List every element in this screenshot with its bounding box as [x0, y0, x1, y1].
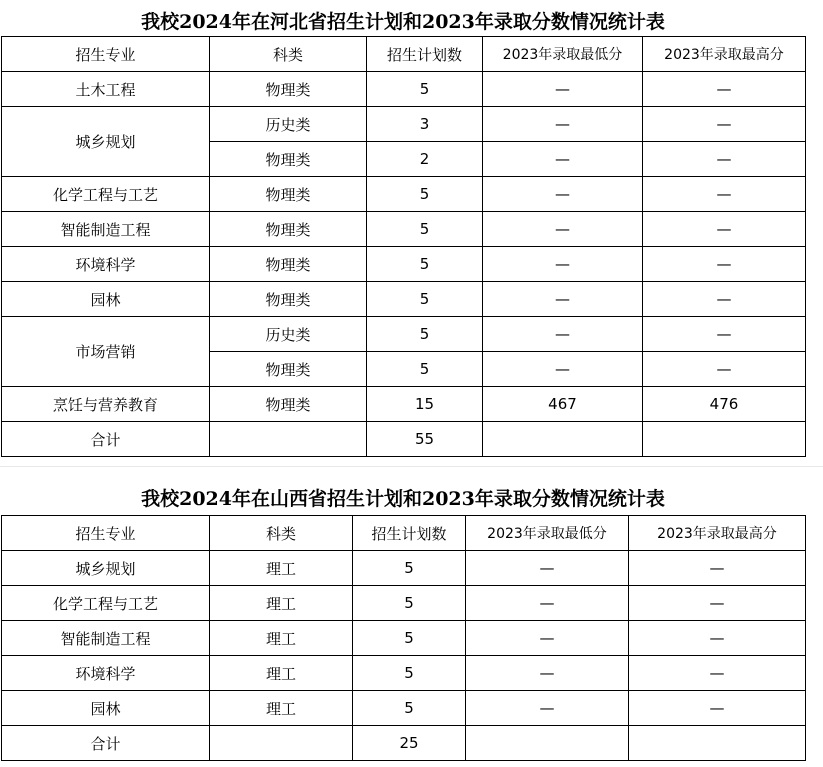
plan-cell: 5: [353, 691, 466, 726]
min-score-cell: —: [466, 586, 629, 621]
min-score-cell: —: [466, 691, 629, 726]
header-max-score: 2023年录取最高分: [629, 516, 806, 551]
category-cell: 理工: [210, 586, 353, 621]
major-cell: 园林: [2, 282, 210, 317]
total-label: 合计: [2, 422, 210, 457]
plan-cell: 5: [367, 72, 483, 107]
table-row: [2, 586, 806, 621]
major-cell: 园林: [2, 691, 210, 726]
major-cell: 环境科学: [2, 247, 210, 282]
plan-cell: 5: [367, 177, 483, 212]
category-cell: 物理类: [210, 352, 367, 387]
table-row: [2, 107, 806, 142]
section-divider: [0, 466, 823, 467]
hebei-table-title: 我校2024年在河北省招生计划和2023年录取分数情况统计表: [141, 11, 665, 33]
shanxi-table-title: 我校2024年在山西省招生计划和2023年录取分数情况统计表: [141, 488, 665, 510]
min-score-cell: —: [483, 212, 643, 247]
max-score-cell: —: [643, 282, 806, 317]
total-row: [2, 422, 806, 457]
max-score-cell: —: [643, 212, 806, 247]
max-score-cell: —: [643, 142, 806, 177]
table-row: [2, 656, 806, 691]
header-max-score: 2023年录取最高分: [643, 37, 806, 72]
min-score-cell: —: [483, 282, 643, 317]
header-min-score: 2023年录取最低分: [466, 516, 629, 551]
category-cell: 理工: [210, 656, 353, 691]
plan-cell: 5: [367, 282, 483, 317]
header-category: 科类: [210, 37, 367, 72]
category-cell: 理工: [210, 691, 353, 726]
category-cell: 物理类: [210, 212, 367, 247]
table-row: [2, 691, 806, 726]
header-major: 招生专业: [2, 516, 210, 551]
plan-cell: 5: [367, 352, 483, 387]
total-min: [466, 726, 629, 761]
total-plan: 55: [367, 422, 483, 457]
total-row: [2, 726, 806, 761]
major-cell: 智能制造工程: [2, 621, 210, 656]
table-row: [2, 387, 806, 422]
max-score-cell: —: [629, 691, 806, 726]
plan-cell: 15: [367, 387, 483, 422]
total-category: [210, 726, 353, 761]
table-header-row: [2, 37, 806, 72]
major-cell: 化学工程与工艺: [2, 586, 210, 621]
plan-cell: 5: [367, 212, 483, 247]
major-cell: 市场营销: [2, 317, 210, 387]
min-score-cell: —: [483, 142, 643, 177]
major-cell: 城乡规划: [2, 551, 210, 586]
plan-cell: 5: [353, 551, 466, 586]
max-score-cell: —: [643, 177, 806, 212]
header-plan: 招生计划数: [353, 516, 466, 551]
header-plan: 招生计划数: [367, 37, 483, 72]
max-score-cell: —: [643, 247, 806, 282]
plan-cell: 5: [353, 621, 466, 656]
min-score-cell: —: [483, 177, 643, 212]
table-row: [2, 317, 806, 352]
category-cell: 物理类: [210, 142, 367, 177]
plan-cell: 5: [353, 656, 466, 691]
max-score-cell: 476: [643, 387, 806, 422]
min-score-cell: —: [483, 352, 643, 387]
min-score-cell: —: [483, 247, 643, 282]
min-score-cell: —: [466, 621, 629, 656]
plan-cell: 3: [367, 107, 483, 142]
category-cell: 理工: [210, 551, 353, 586]
table-row: [2, 72, 806, 107]
max-score-cell: —: [643, 317, 806, 352]
table-row: [2, 551, 806, 586]
min-score-cell: —: [466, 656, 629, 691]
min-score-cell: 467: [483, 387, 643, 422]
category-cell: 历史类: [210, 317, 367, 352]
max-score-cell: —: [629, 656, 806, 691]
major-cell: 智能制造工程: [2, 212, 210, 247]
table-header-row: [2, 516, 806, 551]
min-score-cell: —: [483, 72, 643, 107]
major-cell: 城乡规划: [2, 107, 210, 177]
category-cell: 物理类: [210, 72, 367, 107]
plan-cell: 5: [367, 317, 483, 352]
shanxi-admission-table: [1, 515, 806, 761]
category-cell: 物理类: [210, 282, 367, 317]
shanxi-admission-table-section: [1, 478, 805, 763]
header-category: 科类: [210, 516, 353, 551]
max-score-cell: —: [629, 621, 806, 656]
table-row: [2, 247, 806, 282]
total-plan: 25: [353, 726, 466, 761]
major-cell: 烹饪与营养教育: [2, 387, 210, 422]
table-row: [2, 621, 806, 656]
total-category: [210, 422, 367, 457]
total-max: [643, 422, 806, 457]
plan-cell: 5: [353, 586, 466, 621]
major-cell: 土木工程: [2, 72, 210, 107]
max-score-cell: —: [643, 72, 806, 107]
category-cell: 物理类: [210, 247, 367, 282]
header-min-score: 2023年录取最低分: [483, 37, 643, 72]
max-score-cell: —: [643, 352, 806, 387]
plan-cell: 5: [367, 247, 483, 282]
header-major: 招生专业: [2, 37, 210, 72]
category-cell: 理工: [210, 621, 353, 656]
total-max: [629, 726, 806, 761]
max-score-cell: —: [629, 586, 806, 621]
table-row: [2, 282, 806, 317]
major-cell: 化学工程与工艺: [2, 177, 210, 212]
max-score-cell: —: [643, 107, 806, 142]
table-row: [2, 177, 806, 212]
major-cell: 环境科学: [2, 656, 210, 691]
total-min: [483, 422, 643, 457]
table-row: [2, 212, 806, 247]
hebei-admission-table: [1, 36, 806, 457]
category-cell: 物理类: [210, 387, 367, 422]
hebei-admission-table-section: [1, 0, 805, 462]
min-score-cell: —: [483, 107, 643, 142]
category-cell: 历史类: [210, 107, 367, 142]
min-score-cell: —: [483, 317, 643, 352]
plan-cell: 2: [367, 142, 483, 177]
min-score-cell: —: [466, 551, 629, 586]
max-score-cell: —: [629, 551, 806, 586]
total-label: 合计: [2, 726, 210, 761]
category-cell: 物理类: [210, 177, 367, 212]
